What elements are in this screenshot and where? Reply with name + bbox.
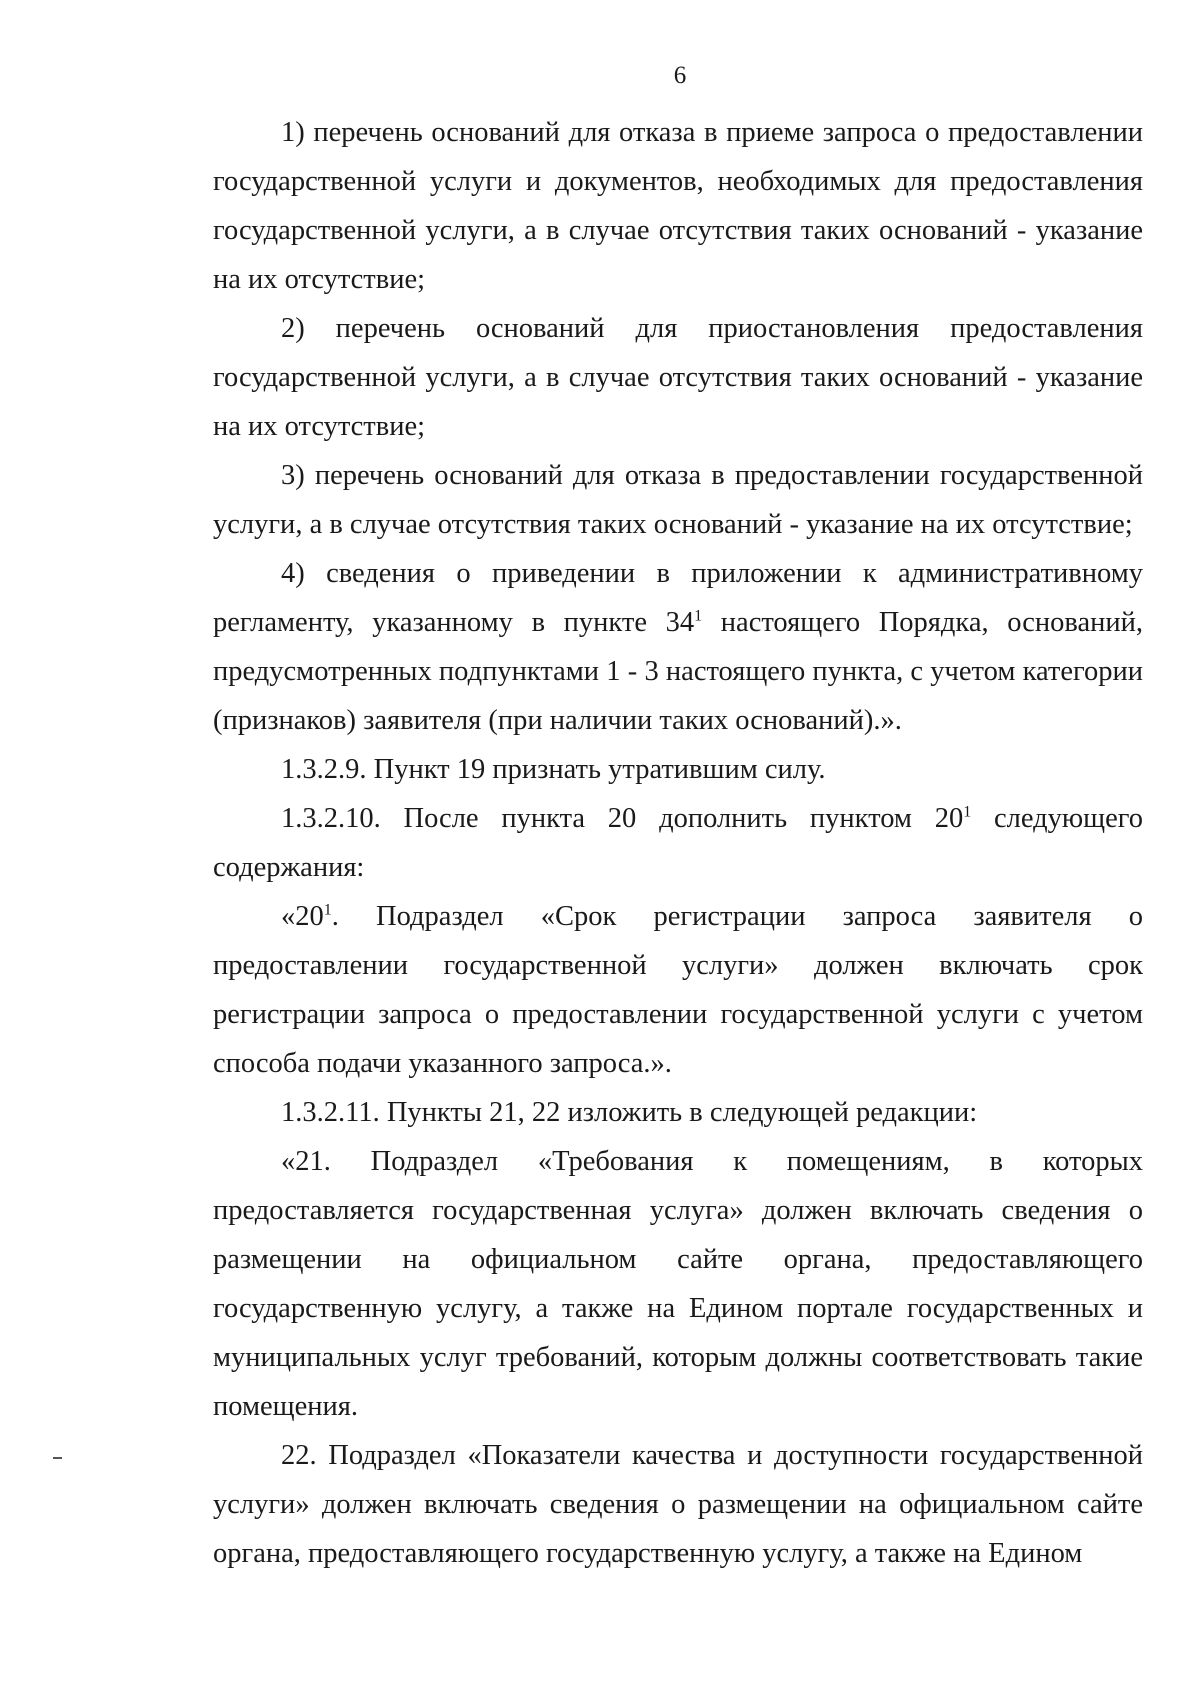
paragraph-1-3-2-10 [213, 794, 1143, 892]
paragraph-1-3-2-9: 1.3.2.9. Пункт 19 признать утратившим силу. [281, 754, 826, 785]
paragraph-item-3: 3) перечень оснований для отказа в предоставлении государственной услуги, а в случае отсутствия таких оснований - указание на их отсутствие; [213, 460, 1143, 540]
superscript: 1 [963, 803, 972, 821]
paragraph-text: следующего содержания: [213, 803, 1144, 883]
paragraph-text: 4) сведения о приведении в приложении к административному регламенту, указанному в пункте 34 [213, 558, 1143, 638]
paragraph-item-1: 1) перечень оснований для отказа в приеме запроса о предоставлении государственной услуги и документов, необходимых для предоставления государственной услуги, а в случае отсутствия таких оснований - указание на их отсутствие; [213, 117, 1143, 295]
paragraph-1-3-2-11: 1.3.2.11. Пункты 21, 22 изложить в следующей редакции: [281, 1097, 978, 1128]
scan-mark [53, 1457, 62, 1459]
paragraph-text: «20 [281, 901, 324, 932]
superscript: 1 [323, 901, 332, 919]
paragraph-21: «21. Подраздел «Требования к помещениям, в которых предоставляется государственная услуга» должен включать сведения о размещении на официальном сайте органа, предоставляющего государственную услугу, а также на Едином портале государственных и муниципальных услуг требований, которым должны соответствовать такие помещения. [213, 1146, 1143, 1422]
paragraph-text: 1.3.2.10. После пункта 20 дополнить пунктом 20 [281, 803, 964, 834]
paragraph-text: настоящего Порядка, оснований, предусмотренных подпунктами 1 - 3 настоящего пункта, с учетом категории (признаков) заявителя (при наличии таких оснований).». [213, 607, 1143, 736]
paragraph-22: 22. Подраздел «Показатели качества и доступности государственной услуги» должен включать сведения о размещении на официальном сайте органа, предоставляющего государственную услугу, а также на Едином [213, 1440, 1143, 1569]
superscript: 1 [694, 607, 703, 625]
paragraph-item-2: 2) перечень оснований для приостановления предоставления государственной услуги, а в случае отсутствия таких оснований - указание на их отсутствие; [213, 313, 1143, 442]
document-body [213, 108, 1143, 1578]
paragraph-20-1 [213, 892, 1143, 1088]
paragraph-text: . Подраздел «Срок регистрации запроса заявителя о предоставлении государственной услуги» должен включать срок регистрации запроса о предоставлении государственной услуги с учетом способа подачи указанного запроса.». [213, 901, 1143, 1079]
page-number: 6 [673, 62, 687, 89]
paragraph-item-4 [213, 549, 1143, 745]
